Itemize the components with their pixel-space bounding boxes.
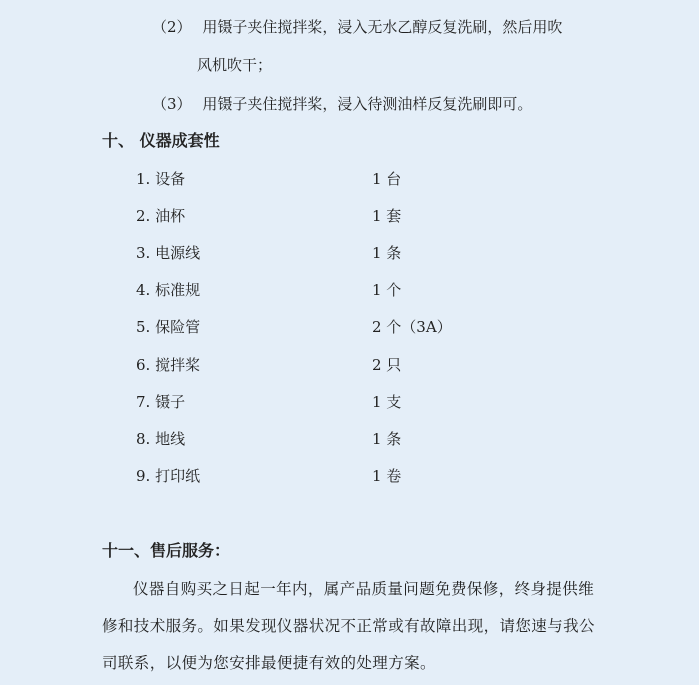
item-name: 5. 保险管 [136, 318, 201, 336]
item-qty: 1 卷 [372, 467, 402, 485]
item-name: 3. 电源线 [136, 244, 201, 262]
step-3-marker: （3） [152, 95, 192, 113]
step-3 [152, 94, 532, 114]
item-qty: 1 支 [372, 393, 402, 411]
step-2-text: 用镊子夹住搅拌桨，浸入无水乙醇反复洗刷，然后用吹 [202, 18, 563, 36]
item-name: 6. 搅拌桨 [136, 356, 201, 374]
after-sales-paragraph: 仪器自购买之日起一年内，属产品质量问题免费保修，终身提供维修和技术服务。如果发现仪器状况不正常或有故障出现，请您速与我公司联系，以便为您安排最便捷有效的处理方案。 [102, 580, 595, 672]
item-qty: 1 台 [372, 170, 402, 188]
item-qty: 1 套 [372, 207, 402, 225]
item-qty: 1 个 [372, 281, 402, 299]
section-11-title: 十一、售后服务： [102, 541, 231, 560]
item-name: 7. 镊子 [136, 393, 186, 411]
item-qty: 1 条 [372, 244, 402, 262]
item-name: 1. 设备 [136, 170, 186, 188]
item-qty: 1 条 [372, 430, 402, 448]
section-10-title: 十、 仪器成套性 [102, 131, 220, 150]
item-qty: 2 个（3A） [372, 318, 452, 336]
item-name: 2. 油杯 [136, 207, 186, 225]
step-3-text: 用镊子夹住搅拌桨，浸入待测油样反复洗刷即可。 [202, 95, 533, 113]
item-name: 9. 打印纸 [136, 467, 201, 485]
item-name: 8. 地线 [136, 430, 186, 448]
item-name: 4. 标准规 [136, 281, 201, 299]
item-qty: 2 只 [372, 356, 402, 374]
step-2-continuation: 风机吹干； [197, 56, 273, 74]
step-2-marker: （2） [152, 18, 192, 36]
step-2 [152, 17, 562, 37]
